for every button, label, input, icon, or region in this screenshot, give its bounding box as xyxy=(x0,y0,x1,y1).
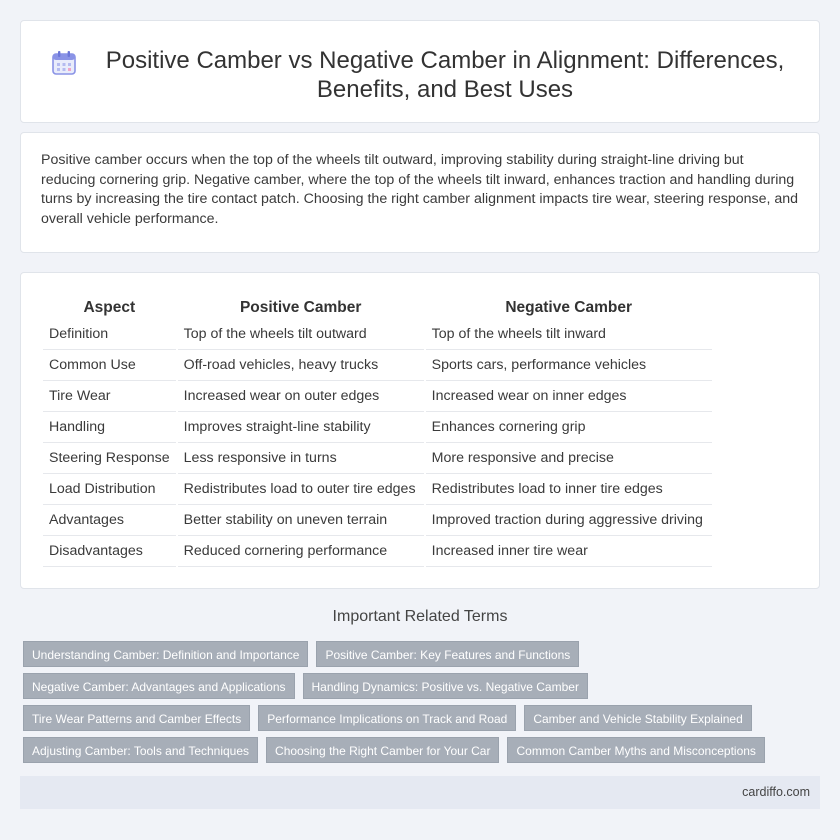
table-row xyxy=(43,474,712,505)
table-cell: Improved traction during aggressive driving xyxy=(426,505,712,536)
table-cell: Disadvantages xyxy=(43,536,176,567)
table-cell: Load Distribution xyxy=(43,474,176,505)
related-term-tag[interactable]: Camber and Vehicle Stability Explained xyxy=(524,705,751,731)
table-row xyxy=(43,443,712,474)
related-term-tag[interactable]: Choosing the Right Camber for Your Car xyxy=(266,737,499,763)
table-cell: Redistributes load to outer tire edges xyxy=(178,474,424,505)
related-term-tag[interactable]: Handling Dynamics: Positive vs. Negative Camber xyxy=(303,673,588,699)
table-cell: Definition xyxy=(43,319,176,350)
table-cell: Better stability on uneven terrain xyxy=(178,505,424,536)
table-row xyxy=(43,381,712,412)
table-cell: Advantages xyxy=(43,505,176,536)
intro-card xyxy=(20,132,820,253)
table-header-row xyxy=(43,293,712,319)
footer xyxy=(20,776,820,809)
table-row xyxy=(43,505,712,536)
table-cell: Increased wear on inner edges xyxy=(426,381,712,412)
table-cell: Increased inner tire wear xyxy=(426,536,712,567)
table-cell: Improves straight-line stability xyxy=(178,412,424,443)
table-cell: Increased wear on outer edges xyxy=(178,381,424,412)
table-cell: Handling xyxy=(43,412,176,443)
table-cell: Top of the wheels tilt outward xyxy=(178,319,424,350)
related-term-tag[interactable]: Adjusting Camber: Tools and Techniques xyxy=(23,737,258,763)
related-terms-heading: Important Related Terms xyxy=(332,608,508,625)
table-cell: Less responsive in turns xyxy=(178,443,424,474)
title-wrap xyxy=(21,21,819,104)
title-card xyxy=(20,20,820,123)
related-terms-list xyxy=(23,641,823,763)
table-row xyxy=(43,319,712,350)
table-cell: Steering Response xyxy=(43,443,176,474)
column-header-positive: Positive Camber xyxy=(239,299,362,316)
table-cell: Redistributes load to inner tire edges xyxy=(426,474,712,505)
related-term-tag[interactable]: Performance Implications on Track and Road xyxy=(258,705,516,731)
footer-site-link[interactable]: cardiffo.com xyxy=(742,785,810,799)
table-cell: Common Use xyxy=(43,350,176,381)
column-header-negative: Negative Camber xyxy=(505,299,632,316)
column-header-aspect: Aspect xyxy=(83,299,136,316)
table-cell: Sports cars, performance vehicles xyxy=(426,350,712,381)
table-cell: More responsive and precise xyxy=(426,443,712,474)
related-term-tag[interactable]: Tire Wear Patterns and Camber Effects xyxy=(23,705,250,731)
table-cell: Tire Wear xyxy=(43,381,176,412)
related-term-tag[interactable]: Understanding Camber: Definition and Importance xyxy=(23,641,308,667)
page-title: Positive Camber vs Negative Camber in Alignment: Differences, Benefits, and Best Uses xyxy=(105,47,785,103)
related-term-tag[interactable]: Positive Camber: Key Features and Functions xyxy=(316,641,579,667)
related-term-tag[interactable]: Negative Camber: Advantages and Applications xyxy=(23,673,295,699)
calendar-icon xyxy=(50,49,78,77)
table-row xyxy=(43,350,712,381)
table-row xyxy=(43,536,712,567)
table-cell: Top of the wheels tilt inward xyxy=(426,319,712,350)
table-row xyxy=(43,412,712,443)
table-cell: Reduced cornering performance xyxy=(178,536,424,567)
table-cell: Off-road vehicles, heavy trucks xyxy=(178,350,424,381)
comparison-table xyxy=(41,293,714,567)
table-cell: Enhances cornering grip xyxy=(426,412,712,443)
intro-paragraph: Positive camber occurs when the top of the wheels tilt outward, improving stability during straight-line driving but reducing cornering grip. Negative camber, where the top of the wheels tilt inward, enhances traction and handling during turns by increasing the tire contact patch. Choosing the right camber alignment impacts tire wear, steering response, and overall vehicle performance. xyxy=(41,152,799,227)
comparison-table-card xyxy=(20,272,820,589)
related-term-tag[interactable]: Common Camber Myths and Misconceptions xyxy=(507,737,764,763)
